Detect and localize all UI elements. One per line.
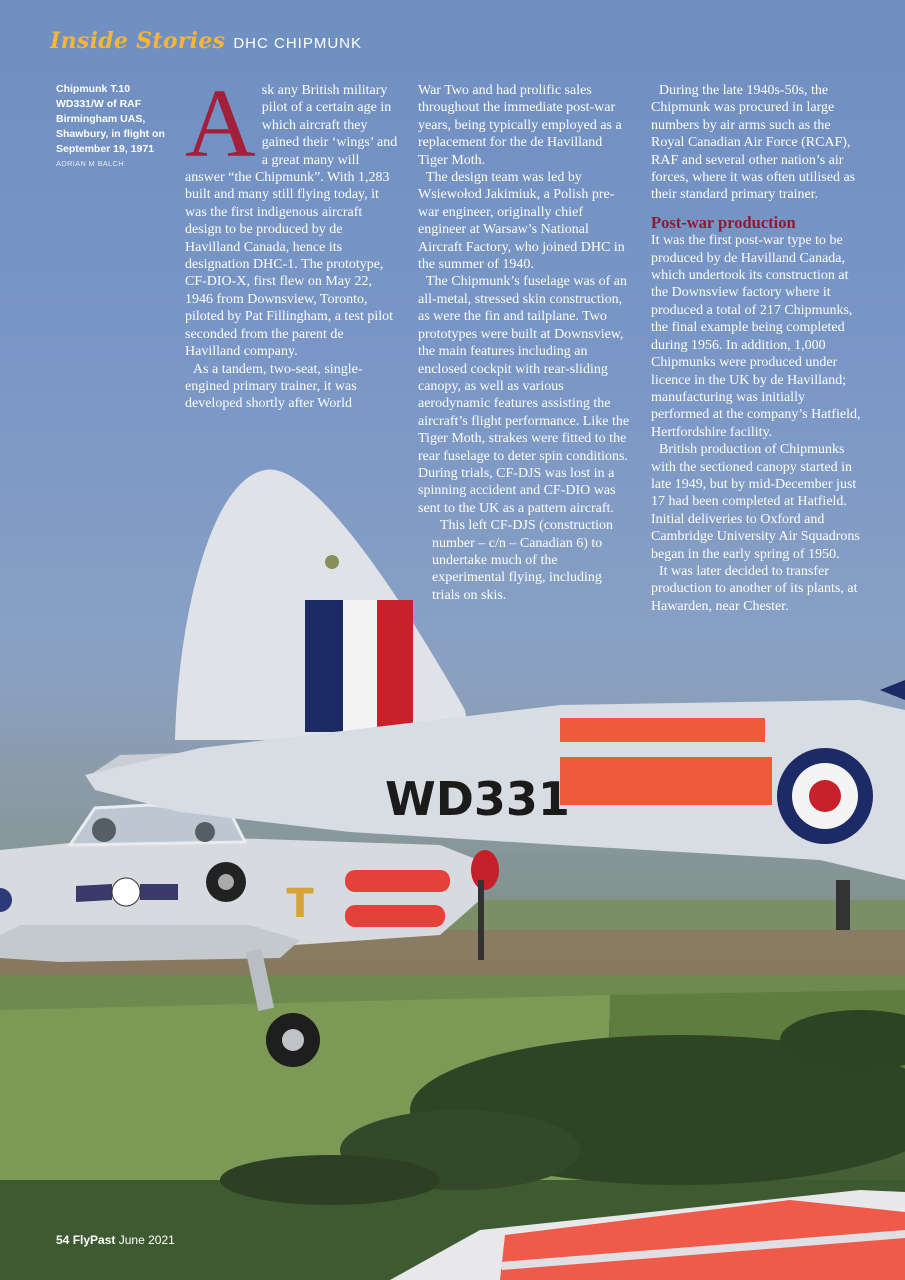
photo-credit: ADRIAN M BALCH bbox=[56, 158, 124, 168]
paragraph: The design team was led by Wsiewołod Jakimiuk, a Polish pre-war engineer, originally chief engineer at Warsaw’s National Aircraft Factory, who joined DHC in the summer of 1940. bbox=[418, 170, 625, 273]
paragraph: It was later decided to transfer production to another of its plants, at Hawarden, near Chester. bbox=[651, 563, 858, 614]
page-footer bbox=[56, 1233, 175, 1247]
caption-text: Chipmunk T.10 WD331/W of RAF Birmingham UAS, Shawbury, in flight on September 19, 1971 bbox=[56, 83, 165, 155]
paragraph: The Chipmunk’s fuselage was of an all-metal, stressed skin construction, as were the fin and tailplane. Two prototypes were built at Downsview, the main features including an enclosed cockpit with rear-sliding canopy, as well as various aerodynamic features assisting the aircraft’s flight performance. Like the Tiger Moth, strakes were fitted to the rear fuselage to deter spin conditions. During trials, CF-DJS was lost in a spinning accident and CF-DIO was sent to the UK as a pattern aircraft. bbox=[418, 274, 630, 516]
photo-caption bbox=[56, 82, 174, 169]
paragraph: As a tandem, two-seat, single-engined primary trainer, it was developed shortly after World bbox=[185, 361, 363, 412]
subheading: Post-war production bbox=[651, 212, 796, 232]
svg-text:T: T bbox=[286, 881, 314, 927]
drop-cap: A bbox=[185, 70, 256, 178]
section-header bbox=[50, 28, 362, 54]
paragraph: Ask any British military pilot of a certain age in which aircraft they gained their ‘wings’ and a great many will answer “the Chipmunk”. With 1,283 built and many still flying today, it was the first indigenous aircraft design to be produced by de Havilland Canada, hence its designation DHC-1. The prototype, CF-DIO-X, first flew on May 22, 1946 from Downsview, Toronto, piloted by Pat Fillingham, a test pilot seconded from the parent de Havilland company. bbox=[185, 70, 398, 360]
kicker-title: Inside Stories bbox=[50, 28, 226, 54]
article-column-2 bbox=[418, 82, 630, 604]
article-column-3 bbox=[651, 82, 866, 615]
magazine-name: FlyPast bbox=[72, 1233, 116, 1247]
paragraph: This left CF-DJS (construction number – c/n – Canadian 6) to undertake much of the experimental flying, including trials on skis. bbox=[432, 518, 614, 603]
paragraph: During the late 1940s-50s, the Chipmunk was procured in large numbers by air arms such as the Royal Canadian Air Force (RCAF), RAF and several other nation’s air forces, where it was often utilised as their standard primary trainer. bbox=[651, 83, 856, 203]
paragraph: British production of Chipmunks with the sectioned canopy started in late 1949, but by mid-December just 17 had been completed at Hatfield. Initial deliveries to Oxford and Cambridge University Air Squadrons began in the early spring of 1950. bbox=[651, 442, 860, 562]
aircraft-serial: WD331 bbox=[385, 772, 570, 826]
page-number: 54 bbox=[56, 1233, 70, 1247]
paragraph: It was the first post-war type to be produced by de Havilland Canada, which undertook its construction at the Downsview factory where it produced a total of 217 Chipmunks, the final example being completed during 1956. In addition, 1,000 Chipmunks were produced under licence in the UK by de Havilland; manufacturing was initially performed at the company’s Hatfield, Hertfordshire facility. bbox=[651, 233, 861, 440]
issue-date: June 2021 bbox=[118, 1233, 175, 1247]
paragraph: War Two and had prolific sales throughout the immediate post-war years, being typically employed as a replacement for the de Havilland Tiger Moth. bbox=[418, 83, 622, 168]
article-column-1 bbox=[185, 70, 398, 413]
section-title: DHC CHIPMUNK bbox=[233, 35, 362, 52]
